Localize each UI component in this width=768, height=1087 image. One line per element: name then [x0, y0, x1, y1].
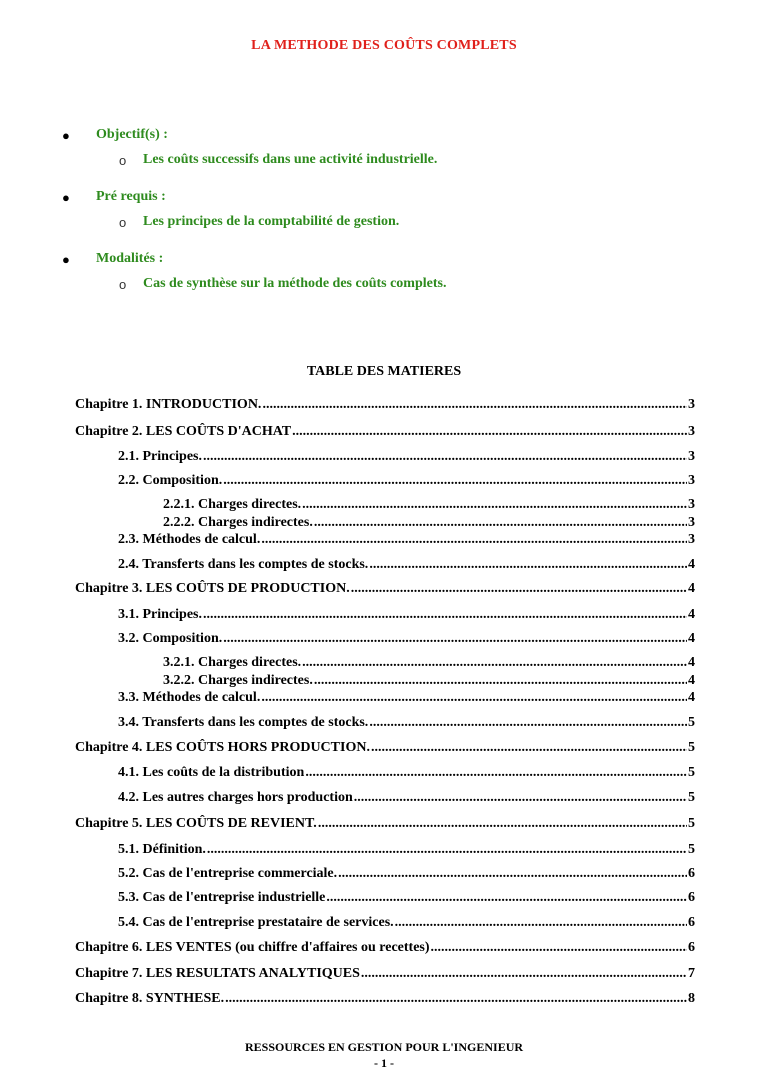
toc-entry[interactable] [118, 765, 695, 781]
bullet-icon: ● [62, 190, 70, 205]
toc-page: 5 [688, 816, 695, 831]
toc-page: 4 [688, 581, 695, 596]
toc-label: 3.2. Composition. [118, 631, 223, 646]
toc-label: Chapitre 7. LES RESULTATS ANALYTIQUES [75, 966, 360, 981]
bullet-icon: ● [62, 252, 70, 267]
toc-page: 5 [688, 790, 695, 805]
toc-label: 5.4. Cas de l'entreprise prestataire de services. [118, 915, 394, 930]
toc-page: 6 [688, 940, 695, 955]
toc-label: 5.1. Définition. [118, 842, 206, 857]
toc-page: 3 [688, 515, 695, 530]
toc-leader [326, 890, 687, 906]
toc-page: 6 [688, 866, 695, 881]
toc-label: 2.4. Transferts dans les comptes de stocks. [118, 557, 369, 572]
toc-entry[interactable] [118, 631, 695, 647]
toc-leader [354, 790, 687, 806]
toc-page: 5 [688, 740, 695, 755]
objective-text: Les coûts successifs dans une activité industrielle. [143, 152, 438, 167]
toc-label: Chapitre 5. LES COÛTS DE REVIENT. [75, 816, 317, 831]
circle-bullet-icon: o [119, 277, 127, 292]
toc-entry[interactable] [163, 673, 695, 689]
toc-entry[interactable] [75, 397, 695, 413]
toc-leader [314, 515, 687, 531]
toc-leader [302, 497, 687, 513]
toc-page: 4 [688, 557, 695, 572]
toc-entry[interactable] [163, 655, 695, 671]
toc-label: 5.2. Cas de l'entreprise commerciale. [118, 866, 338, 881]
toc-page: 3 [688, 473, 695, 488]
toc-page: 4 [688, 631, 695, 646]
toc-page: 4 [688, 607, 695, 622]
toc-entry[interactable] [118, 473, 695, 489]
toc-label: 4.2. Les autres charges hors production [118, 790, 353, 805]
toc-leader [338, 866, 687, 882]
toc-label: 3.2.2. Charges indirectes. [163, 673, 313, 688]
toc-page: 4 [688, 655, 695, 670]
objective-heading: Objectif(s) : [96, 127, 168, 142]
toc-label: Chapitre 6. LES VENTES (ou chiffre d'affaires ou recettes) [75, 940, 430, 955]
toc-page: 3 [688, 449, 695, 464]
toc-page: 6 [688, 890, 695, 905]
toc-leader [318, 816, 687, 832]
toc-leader [305, 765, 687, 781]
toc-leader [369, 715, 687, 731]
circle-bullet-icon: o [119, 215, 127, 230]
toc-entry[interactable] [75, 424, 695, 440]
toc-entry[interactable] [118, 532, 695, 548]
toc-label: 5.3. Cas de l'entreprise industrielle [118, 890, 326, 905]
toc-label: 2.2.2. Charges indirectes. [163, 515, 313, 530]
toc-entry[interactable] [118, 715, 695, 731]
toc-page: 5 [688, 715, 695, 730]
bullet-icon: ● [62, 128, 70, 143]
list-item [62, 186, 712, 248]
toc-label: 2.3. Méthodes de calcul. [118, 532, 261, 547]
toc-page: 4 [688, 690, 695, 705]
toc-entry[interactable] [118, 557, 695, 573]
toc-label: 2.2.1. Charges directes. [163, 497, 302, 512]
modalities-text: Cas de synthèse sur la méthode des coûts complets. [143, 276, 447, 291]
toc-page: 7 [688, 966, 695, 981]
toc-leader [371, 740, 687, 756]
toc-entry[interactable] [118, 449, 695, 465]
toc-entry[interactable] [118, 790, 695, 806]
prerequisite-text: Les principes de la comptabilité de gestion. [143, 214, 400, 229]
toc-leader [203, 607, 687, 623]
toc-page: 3 [688, 532, 695, 547]
toc-entry[interactable] [118, 607, 695, 623]
toc-leader [361, 966, 687, 982]
toc-leader [369, 557, 687, 573]
toc-label: 2.2. Composition. [118, 473, 223, 488]
toc-entry[interactable] [75, 991, 695, 1007]
toc-entry[interactable] [118, 690, 695, 706]
toc-entry[interactable] [163, 515, 695, 531]
toc-leader [395, 915, 687, 931]
page-footer: RESSOURCES EN GESTION POUR L'INGENIEUR [244, 1040, 524, 1054]
toc-leader [262, 397, 687, 413]
toc-label: Chapitre 8. SYNTHESE. [75, 991, 225, 1006]
toc-leader [261, 690, 687, 706]
page-number: - 1 - [374, 1056, 394, 1070]
toc-page: 5 [688, 765, 695, 780]
toc-label: 3.1. Principes. [118, 607, 202, 622]
toc-leader [314, 673, 687, 689]
modalities-heading: Modalités : [96, 251, 164, 266]
toc-page: 3 [688, 424, 695, 439]
prerequisite-heading: Pré requis : [96, 189, 166, 204]
toc-leader [207, 842, 687, 858]
list-item [62, 248, 712, 310]
toc-label: 3.4. Transferts dans les comptes de stocks. [118, 715, 369, 730]
toc-entry[interactable] [118, 866, 695, 882]
toc-entry[interactable] [75, 740, 695, 756]
toc-label: Chapitre 3. LES COÛTS DE PRODUCTION. [75, 581, 350, 596]
toc-label: 4.1. Les coûts de la distribution [118, 765, 305, 780]
toc-label: Chapitre 4. LES COÛTS HORS PRODUCTION. [75, 740, 370, 755]
toc-entry[interactable] [75, 940, 695, 956]
toc-page: 8 [688, 991, 695, 1006]
toc-entry[interactable] [75, 966, 695, 982]
toc-title: TABLE DES MATIERES [306, 364, 462, 379]
toc-page: 6 [688, 915, 695, 930]
toc-leader [225, 991, 687, 1007]
toc-entry[interactable] [75, 581, 695, 597]
toc-entry[interactable] [163, 497, 695, 513]
toc-entry[interactable] [118, 890, 695, 906]
list-item [62, 124, 712, 186]
toc-leader [203, 449, 687, 465]
toc-leader [302, 655, 687, 671]
page-title: LA METHODE DES COÛTS COMPLETS [251, 38, 517, 53]
toc-page: 5 [688, 842, 695, 857]
toc-label: 3.3. Méthodes de calcul. [118, 690, 261, 705]
toc-label: 3.2.1. Charges directes. [163, 655, 302, 670]
toc-entry[interactable] [75, 816, 695, 832]
toc-page: 4 [688, 673, 695, 688]
toc-leader [261, 532, 687, 548]
toc-entry[interactable] [118, 915, 695, 931]
objectives-list [62, 124, 712, 310]
circle-bullet-icon: o [119, 153, 127, 168]
toc-leader [223, 473, 687, 489]
toc-entry[interactable] [118, 842, 695, 858]
toc-label: 2.1. Principes. [118, 449, 202, 464]
toc-page: 3 [688, 497, 695, 512]
toc-label: Chapitre 1. INTRODUCTION. [75, 397, 262, 412]
toc-page: 3 [688, 397, 695, 412]
toc-leader [292, 424, 687, 440]
toc-leader [431, 940, 687, 956]
toc-leader [223, 631, 687, 647]
toc-leader [351, 581, 687, 597]
toc-label: Chapitre 2. LES COÛTS D'ACHAT [75, 424, 292, 439]
